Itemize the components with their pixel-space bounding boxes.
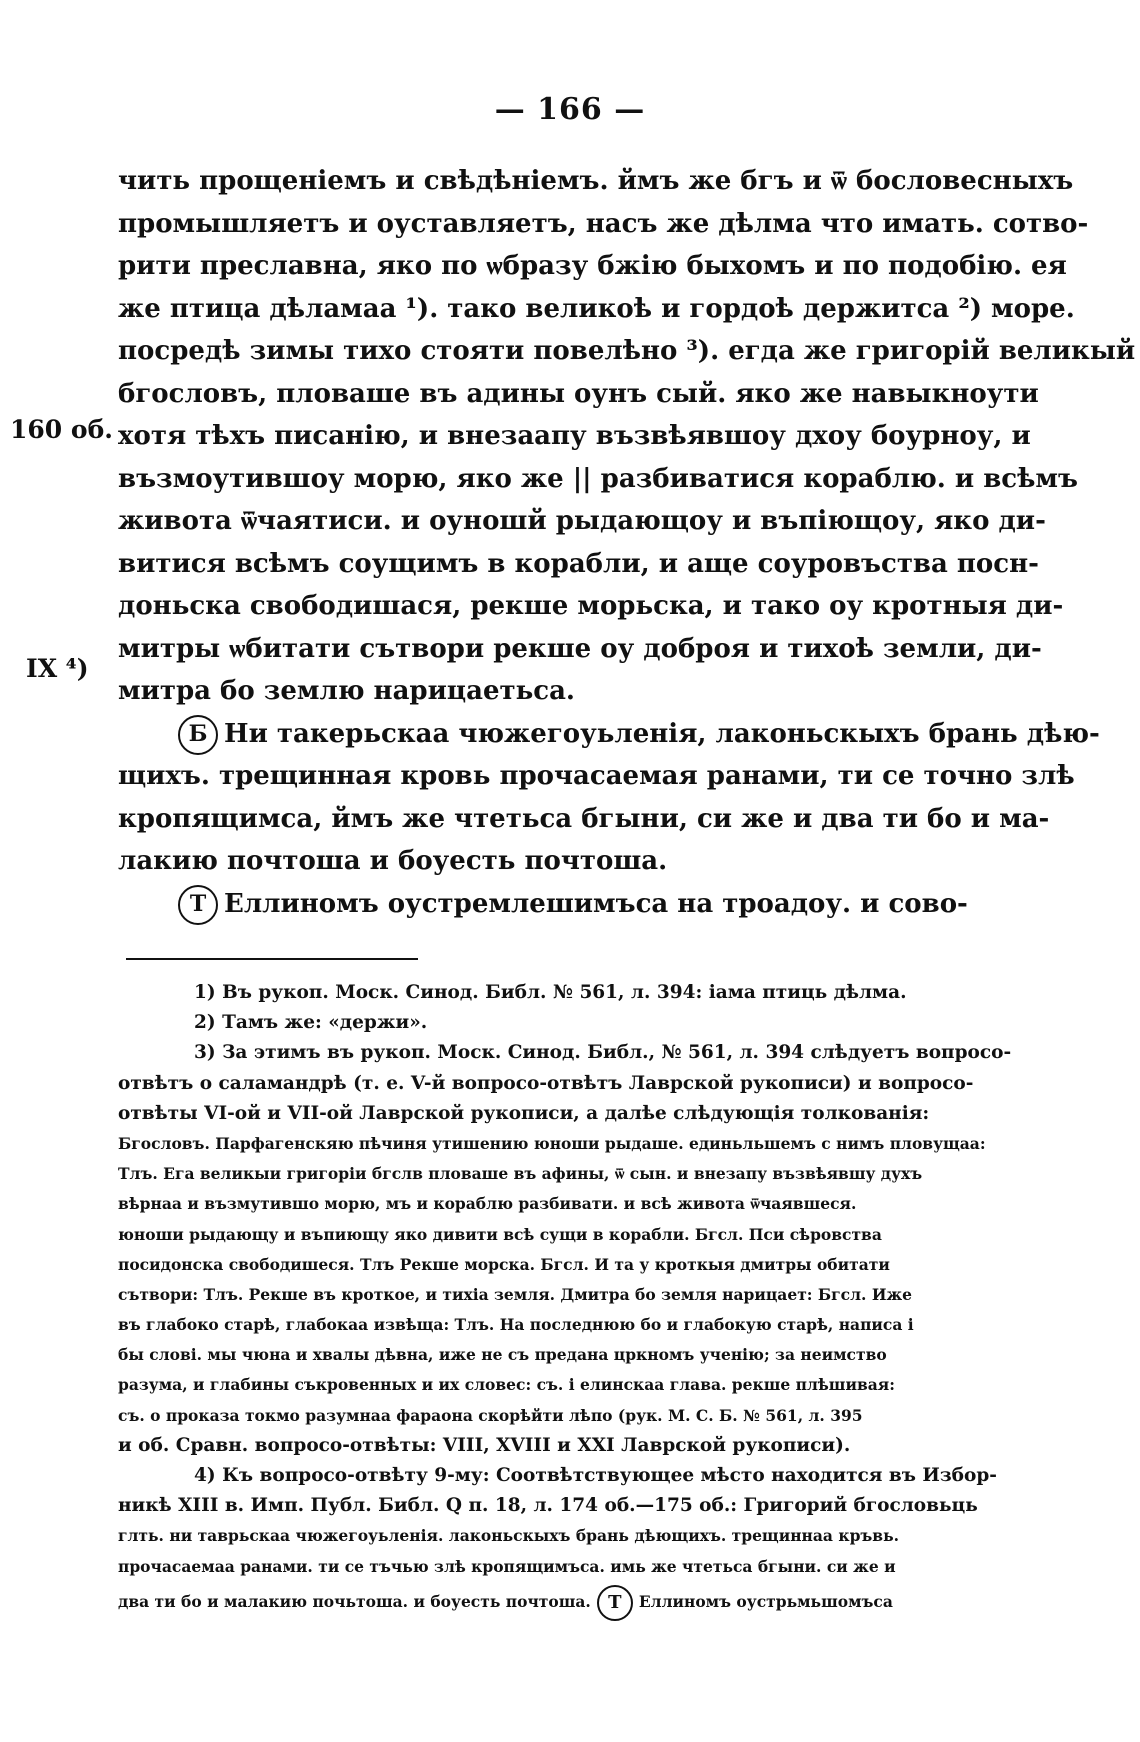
footnote-line: глть. ни таврьскаа чюжегоуьленія. лаконьскыхъ брань дѣющихъ. трещиннаа кръвь. bbox=[118, 1526, 899, 1546]
text-line: бгословъ, пловаше въ адины оунъ сый. яко же навыкноути bbox=[118, 378, 1039, 409]
text-line: лакию почтоша и боуесть почтоша. bbox=[118, 846, 668, 876]
footnote-last-line bbox=[118, 1582, 1008, 1622]
text-line: чить прощеніемъ и свѣдѣніемъ. ймъ же бгъ и ѿ бословесныхъ bbox=[118, 166, 1074, 196]
text-line: промышляетъ и оуставляетъ, насъ же дѣлма что имать. сотво- bbox=[118, 208, 1089, 239]
footnote-line: посидонска свободишеся. Тлъ Рекше морска. Бгсл. И та у кроткыя дмитры обитати bbox=[118, 1254, 890, 1274]
footnote-line: отвѣты VI-ой и VII-ой Лаврской рукописи, а далѣе слѣдующія толкованія: bbox=[118, 1102, 930, 1124]
footnote-line: прочасаемаа ранами. ти се тъчью злѣ кропящимъса. имь же чтетьса бгыни. си же и bbox=[118, 1556, 896, 1576]
footnote-line: въ глабоко старѣ, глабокаа извѣща: Тлъ. На последнюю бо и глабокую старѣ, написа і bbox=[118, 1315, 914, 1335]
text-line: щихъ. трещинная кровь прочасаемая ранами, ти се точно злѣ bbox=[118, 761, 1075, 791]
text-line: Ни такерьскаа чюжегоуьленія, лаконьскыхъ брань дѣю- bbox=[224, 718, 1100, 749]
text-line: митры ѡбитати сътвори рекше оу доброя и тихоѣ земли, ди- bbox=[118, 633, 1042, 664]
footnote-line: Бгословъ. Парфагенскяю пѣчиня утишению юноши рыдаше. единьльшемъ с нимъ пловущаа: bbox=[118, 1133, 986, 1153]
footnote-line: съ. о проказа токмо разумнаа фараона скорѣйти лѣпо (рук. М. С. Б. № 561, л. 395 bbox=[118, 1405, 863, 1425]
text-line: възмоутившоу морю, яко же || разбиватися кораблю. и всѣмъ bbox=[118, 463, 1078, 494]
footnote-line: отвѣтъ о саламандрѣ (т. е. V-й вопросо-отвѣтъ Лаврской рукописи) и вопросо- bbox=[118, 1072, 974, 1094]
footnote-line: Тлъ. Ега великыи григоріи бгслв пловаше въ афины, ѿ сын. и внезапу възвѣявшу духъ bbox=[118, 1164, 923, 1184]
footnote-line: 1) Въ рукоп. Моск. Синод. Библ. № 561, л. 394: іама птиць дѣлма. bbox=[194, 982, 907, 1003]
text-line: посредѣ зимы тихо стояти повелѣно ³). егда же григорій великый bbox=[118, 336, 1136, 366]
footnote-line: юноши рыдающу и въпиющу яко дивити всѣ сущи в корабли. Бгсл. Пси сѣровства bbox=[118, 1224, 882, 1244]
footnotes bbox=[118, 978, 1012, 1622]
text-line: хотя тѣхъ писанію, и внезаапу възвѣявшоу дхоу боурноу, и bbox=[118, 421, 1031, 451]
paragraph-b-first-line bbox=[118, 713, 1100, 756]
circled-letter-t: Т bbox=[178, 885, 218, 925]
text-line: Еллиномъ оустремлешимъса на троадоу. и сово- bbox=[224, 888, 968, 919]
text-line: доньска свободишася, рекше морьска, и тако оу кротныя ди- bbox=[118, 591, 1064, 621]
footnote-line: вѣрнаа и възмутившо морю, мъ и кораблю разбивати. и всѣ живота ѿчаявшеся. bbox=[118, 1194, 857, 1214]
text-line: два ти бо и малакию почьтоша. и боуесть почтоша. bbox=[118, 1591, 591, 1611]
footnote-line: сътвори: Тлъ. Рекше въ кроткое, и тихіа земля. Дмитра бо земля нарицает: Бгсл. Иже bbox=[118, 1284, 912, 1304]
margin-section-note: IX ⁴) bbox=[26, 654, 89, 683]
footnote-line: 4) Къ вопросо-отвѣту 9-му: Соотвѣтствующее мѣсто находится въ Избор- bbox=[194, 1465, 997, 1486]
text-line: митра бо землю нарицаетьса. bbox=[118, 676, 575, 706]
text-line: витися всѣмъ соущимъ в корабли, и аще соуровъства посн- bbox=[118, 548, 1039, 579]
text-line: же птица дѣламаа ¹). тако великоѣ и гордоѣ держитса ²) море. bbox=[118, 293, 1075, 324]
footnote-line: 3) За этимъ въ рукоп. Моск. Синод. Библ., № 561, л. 394 слѣдуетъ вопросо- bbox=[194, 1042, 1012, 1064]
text-line: живота ѿчаятиси. и оуношй рыдающоу и въпіющоу, яко ди- bbox=[118, 506, 1046, 536]
paragraph-t-line bbox=[118, 883, 1018, 926]
circled-letter-b: Б bbox=[178, 715, 218, 755]
text-line: Еллиномъ оустрьмьшомъса bbox=[638, 1591, 893, 1611]
footnote-line: разума, и глабины съкровенных и их словес: съ. і елинскаа глава. рекше плѣшивая: bbox=[118, 1375, 895, 1395]
text-line: рити преславна, яко по ѡбразу бжію быхомъ и по подобію. ея bbox=[118, 251, 1067, 281]
footnote-line: и об. Сравн. вопросо-отвѣты: VIII, XVIII и XXI Лаврской рукописи). bbox=[118, 1434, 851, 1456]
footnote-line: никѣ XIII в. Имп. Публ. Библ. Q п. 18, л. 174 об.—175 об.: Григорий бгословьць bbox=[118, 1495, 978, 1517]
footnote-line: бы слові. мы чюна и хвалы дѣвна, иже не съ предана цркномъ ученію; за неимство bbox=[118, 1345, 887, 1365]
footnote-divider bbox=[126, 958, 418, 960]
page-number: — 166 — bbox=[494, 92, 646, 127]
circled-letter-t-footnote: Т bbox=[597, 1585, 633, 1621]
main-text bbox=[118, 160, 1136, 925]
text-line: кропящимса, ймъ же чтетьса бгыни, си же и два ти бо и ма- bbox=[118, 803, 1050, 834]
margin-folio-note: 160 об. bbox=[10, 415, 113, 444]
footnote-line: 2) Тамъ же: «держи». bbox=[194, 1012, 428, 1034]
